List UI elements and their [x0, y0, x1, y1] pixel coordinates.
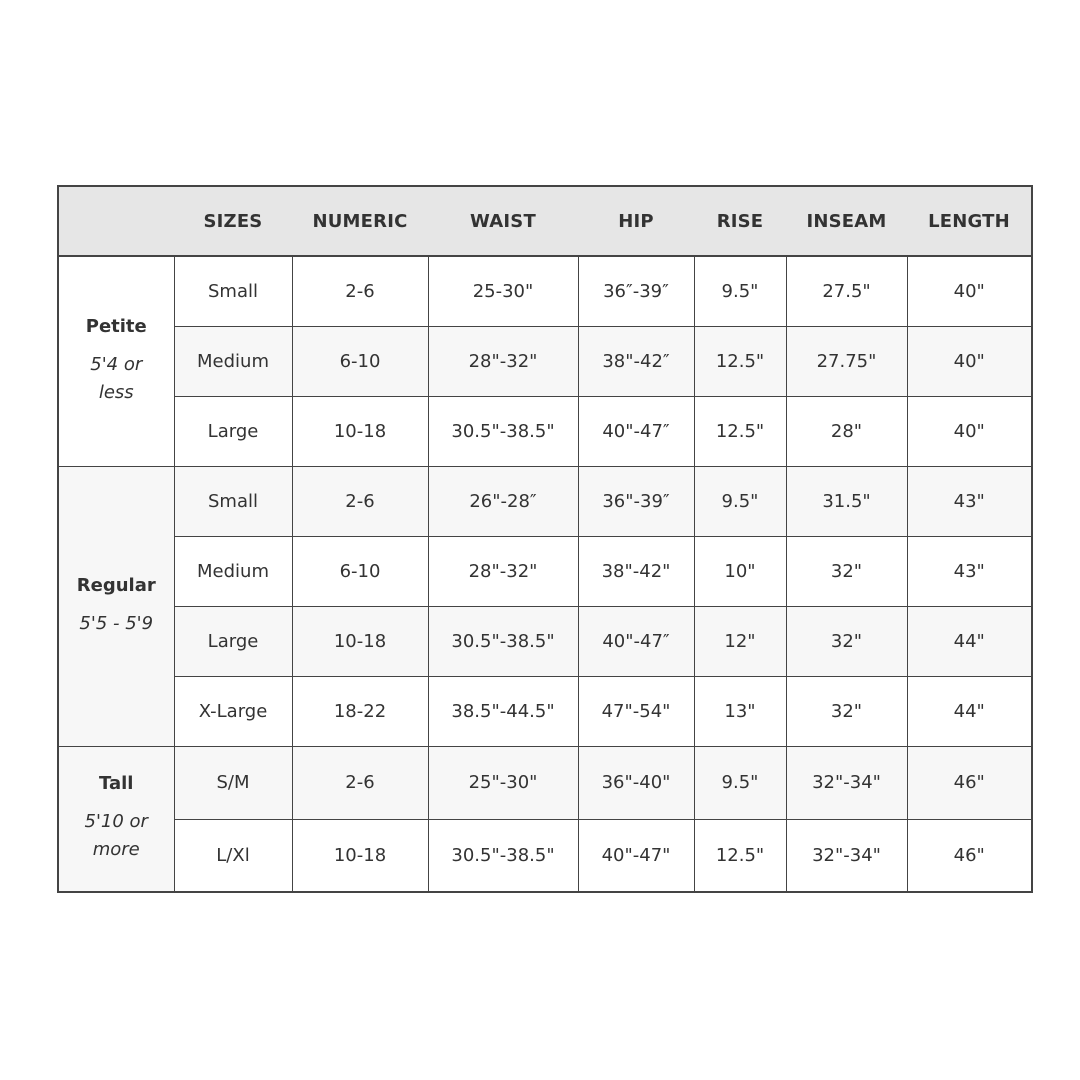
- cell-numeric: 2-6: [292, 466, 428, 536]
- cell-numeric: 2-6: [292, 256, 428, 326]
- cell-inseam: 32"-34": [786, 819, 907, 892]
- header-rise: RISE: [694, 186, 786, 256]
- cell-hip: 38"-42": [578, 536, 694, 606]
- cell-hip: 36″-39″: [578, 256, 694, 326]
- cell-waist: 30.5"-38.5": [428, 819, 578, 892]
- header-row: [58, 186, 1032, 256]
- table-row: [58, 326, 1032, 396]
- cell-size: Medium: [174, 536, 292, 606]
- header-sizes: SIZES: [174, 186, 292, 256]
- header-length: LENGTH: [907, 186, 1032, 256]
- group-height: 5'10 or more: [84, 811, 148, 861]
- header-waist: WAIST: [428, 186, 578, 256]
- cell-waist: 28"-32": [428, 536, 578, 606]
- cell-length: 46": [907, 746, 1032, 819]
- cell-inseam: 32": [786, 676, 907, 746]
- cell-rise: 12.5": [694, 396, 786, 466]
- table-row: [58, 746, 1032, 819]
- cell-hip: 36"-40": [578, 746, 694, 819]
- group-height: 5'5 - 5'9: [79, 612, 154, 634]
- cell-numeric: 10-18: [292, 819, 428, 892]
- cell-size: Large: [174, 606, 292, 676]
- cell-numeric: 6-10: [292, 326, 428, 396]
- table-row: [58, 676, 1032, 746]
- cell-size: X-Large: [174, 676, 292, 746]
- group-cell-petite: [58, 256, 174, 466]
- cell-rise: 12.5": [694, 326, 786, 396]
- header-inseam: INSEAM: [786, 186, 907, 256]
- cell-rise: 9.5": [694, 466, 786, 536]
- size-chart-table: [57, 185, 1033, 893]
- cell-rise: 13": [694, 676, 786, 746]
- group-name: Petite: [85, 315, 147, 337]
- cell-waist: 26"-28″: [428, 466, 578, 536]
- cell-size: Small: [174, 466, 292, 536]
- cell-rise: 9.5": [694, 746, 786, 819]
- cell-inseam: 32"-34": [786, 746, 907, 819]
- cell-hip: 47"-54": [578, 676, 694, 746]
- cell-rise: 10": [694, 536, 786, 606]
- cell-length: 46": [907, 819, 1032, 892]
- cell-rise: 9.5": [694, 256, 786, 326]
- cell-hip: 36"-39″: [578, 466, 694, 536]
- group-cell-regular: [58, 466, 174, 746]
- cell-numeric: 6-10: [292, 536, 428, 606]
- cell-length: 40": [907, 256, 1032, 326]
- cell-waist: 30.5"-38.5": [428, 606, 578, 676]
- header-hip: HIP: [578, 186, 694, 256]
- cell-numeric: 18-22: [292, 676, 428, 746]
- cell-hip: 40"-47″: [578, 606, 694, 676]
- cell-length: 43": [907, 466, 1032, 536]
- cell-size: S/M: [174, 746, 292, 819]
- header-numeric: NUMERIC: [292, 186, 428, 256]
- cell-waist: 25-30": [428, 256, 578, 326]
- table-row: [58, 396, 1032, 466]
- cell-inseam: 28": [786, 396, 907, 466]
- cell-hip: 40"-47": [578, 819, 694, 892]
- cell-inseam: 27.5": [786, 256, 907, 326]
- cell-size: L/Xl: [174, 819, 292, 892]
- cell-rise: 12": [694, 606, 786, 676]
- cell-inseam: 31.5": [786, 466, 907, 536]
- cell-waist: 25"-30": [428, 746, 578, 819]
- cell-inseam: 32": [786, 536, 907, 606]
- cell-numeric: 2-6: [292, 746, 428, 819]
- group-cell-tall: [58, 746, 174, 892]
- cell-waist: 28"-32": [428, 326, 578, 396]
- cell-inseam: 32": [786, 606, 907, 676]
- table-row: [58, 256, 1032, 326]
- cell-inseam: 27.75": [786, 326, 907, 396]
- cell-size: Small: [174, 256, 292, 326]
- cell-hip: 40"-47″: [578, 396, 694, 466]
- cell-length: 44": [907, 676, 1032, 746]
- cell-length: 43": [907, 536, 1032, 606]
- table-row: [58, 466, 1032, 536]
- cell-length: 44": [907, 606, 1032, 676]
- cell-numeric: 10-18: [292, 606, 428, 676]
- cell-hip: 38"-42″: [578, 326, 694, 396]
- header-group: [58, 186, 174, 256]
- cell-waist: 30.5"-38.5": [428, 396, 578, 466]
- cell-rise: 12.5": [694, 819, 786, 892]
- group-name: Regular: [76, 574, 156, 596]
- group-name: Tall: [99, 773, 134, 795]
- cell-size: Medium: [174, 326, 292, 396]
- cell-waist: 38.5"-44.5": [428, 676, 578, 746]
- table-row: [58, 606, 1032, 676]
- cell-size: Large: [174, 396, 292, 466]
- group-height: 5'4 or less: [90, 353, 143, 403]
- cell-length: 40": [907, 396, 1032, 466]
- cell-numeric: 10-18: [292, 396, 428, 466]
- cell-length: 40": [907, 326, 1032, 396]
- table-row: [58, 536, 1032, 606]
- table-row: [58, 819, 1032, 892]
